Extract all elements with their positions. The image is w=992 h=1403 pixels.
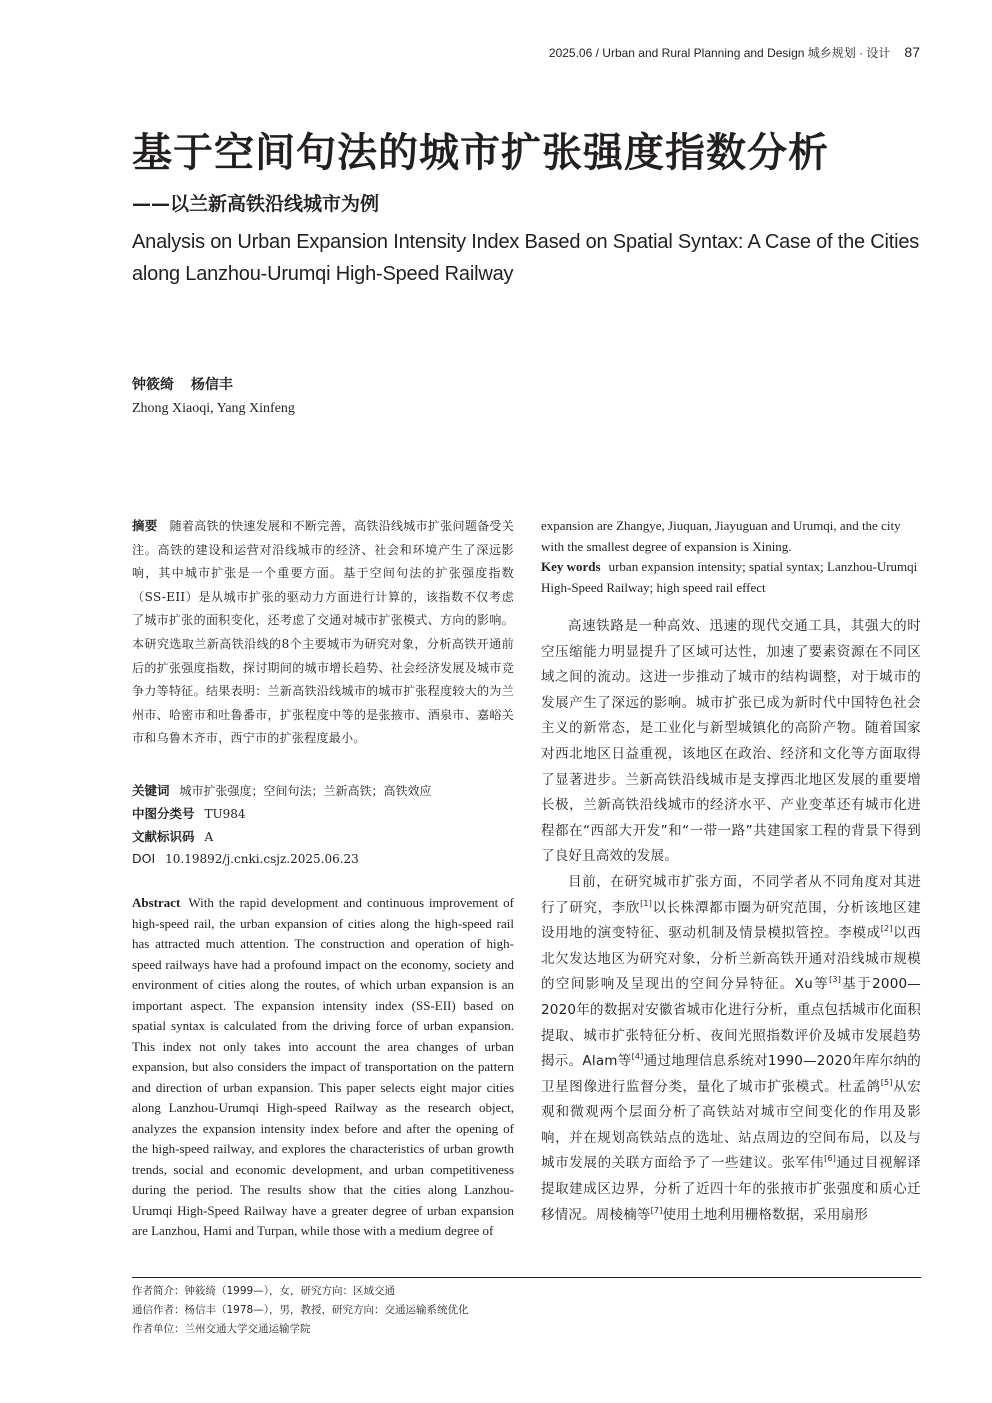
citation-5: [5] xyxy=(880,1077,893,1087)
footnote-author-intro: 作者简介：钟筱绮（1999—），女，研究方向：区域交通 xyxy=(132,1285,395,1297)
citation-7: [7] xyxy=(650,1205,663,1215)
abstract-cn-text: 随着高铁的快速发展和不断完善，高铁沿线城市扩张问题备受关注。高铁的建设和运营对沿线城市的经济、社会和环境产生了深远影响，其中城市扩张是一个重要方面。基于空间句法的扩张强度指数（SS-EII）是从城市扩张的驱动力方面进行计算的，该指数不仅考虑了城市扩张的面积变化，还考虑了交通对城市扩张模式、方向的影响。本研究选取兰新高铁沿线的8个主要城市为研究对象，分析高铁开通前后的扩张强度指数，探讨期间的城市增长趋势、社会经济发展及城市竞争力等特征。结果表明：兰新高铁沿线城市的城市扩张程度较大的为兰州市、哈密市和吐鲁番市，扩张程度中等的是张掖市、酒泉市、嘉峪关市和乌鲁木齐市，西宁市的扩张程度最小。 xyxy=(132,519,515,746)
page-number: 87 xyxy=(904,44,920,60)
title-english: Analysis on Urban Expansion Intensity Index Based on Spatial Syntax: A Case of the Cities along Lanzhou-Urumqi High-Speed Railway xyxy=(132,231,920,285)
body-paragraph-2: 目前，在研究城市扩张方面，不同学者从不同角度对其进行了研究，李欣[1]以长株潭都市圈为研究范围，分析该地区建设用地的演变特征、驱动机制及情景模拟管控。李模成[2]以西北欠发达地区为研究对象，分析兰新高铁开通对沿线城市规模的空间影响及呈现出的空间分异特征。Xu等[3]基于2000—2020年的数据对安徽省城市化进行分析，重点包括城市化面积提取、城市扩张特征分析、夜间光照指数评价及城市发展趋势揭示。Alam等[4]通过地理信息系统对1990—2020年库尔纳的卫星图像进行监督分类，量化了城市扩张模式。杜孟鸽[5]从宏观和微观两个层面分析了高铁站对城市空间变化的作用及影响，并在规划高铁站点的选址、站点周边的空间布局，以及与城市发展的关联方面给予了一些建议。张军伟[6]通过目视解译提取建成区边界，分析了近四十年的张掖市扩张强度和质心迁移情况。周棱楠等[7]使用土地利用栅格数据，采用扇形 xyxy=(541,873,922,1223)
abstract-cn-label: 摘要 xyxy=(132,518,158,533)
abstract-en-continuation: expansion are Zhangye, Jiuquan, Jiayuguan and Urumqi, and the city with the smallest degree of expansion is Xining. xyxy=(541,518,901,554)
abstract-chinese xyxy=(132,514,514,751)
citation-2: [2] xyxy=(880,924,893,934)
citation-3: [3] xyxy=(829,975,842,985)
keywords-en-text: urban expansion intensity; spatial syntax; Lanzhou-Urumqi High-Speed Railway; high speed rail effect xyxy=(541,559,918,595)
keywords-chinese xyxy=(132,780,432,802)
body-text xyxy=(541,614,921,1228)
footnotes xyxy=(132,1282,468,1339)
keywords-cn-label: 关键词 xyxy=(132,783,170,798)
doi-value: 10.19892/j.cnki.csjz.2025.06.23 xyxy=(165,852,359,866)
citation-4: [4] xyxy=(631,1052,644,1062)
footnote-divider xyxy=(132,1277,921,1278)
keywords-english xyxy=(541,557,921,598)
abstract-english-continued xyxy=(541,516,921,598)
citation-1: [1] xyxy=(640,898,653,908)
authors-chinese: 钟筱绮 杨信丰 xyxy=(132,377,233,393)
keywords-cn-text: 城市扩张强度；空间句法；兰新高铁；高铁效应 xyxy=(179,784,432,798)
running-header xyxy=(549,44,920,61)
doc-code-value: A xyxy=(204,830,214,844)
body-paragraph-1: 高速铁路是一种高效、迅速的现代交通工具，其强大的时空压缩能力明显提升了区域可达性，加速了要素资源在不同区域之间的流动。这进一步推动了城市的结构调整，对于城市的发展产生了深远的影响。城市扩张已成为新时代中国特色社会主义的新常态，是工业化与新型城镇化的高阶产物。随着国家对西北地区日益重视，该地区在政治、经济和文化等方面取得了显著进步。兰新高铁沿线城市是支撑西北地区发展的重要增长极，兰新高铁沿线城市的经济水平、产业变革还有城市化进程都在“西部大开发”和“一带一路”共建国家工程的背景下得到了良好且高效的发展。 xyxy=(541,618,921,865)
footnote-corresponding-author: 通信作者：杨信丰（1978—），男，教授，研究方向：交通运输系统优化 xyxy=(132,1304,469,1316)
abstract-english xyxy=(132,893,514,1242)
footnote-affiliation: 作者单位：兰州交通大学交通运输学院 xyxy=(132,1323,311,1335)
subtitle-chinese: ——以兰新高铁沿线城市为例 xyxy=(132,193,380,215)
authors-english: Zhong Xiaoqi, Yang Xinfeng xyxy=(132,401,295,416)
abstract-en-text: With the rapid development and continuous improvement of high-speed rail, the urban expansion of cities along the high-speed rail has attracted much attention. The construction and operation of high-speed railways have had a profound impact on the economy, society and environment of cities along the routes, of which urban expansion is an important aspect. The expansion intensity index (SS-EII) based on spatial syntax is calculated from the driving force of urban expansion. This index not only takes into account the area changes of urban expansion, but also considers the impact of transportation on the pattern and direction of urban expansion. This paper selects eight major cities along Lanzhou-Urumqi High-speed Railway as the research object, analyzes the expansion intensity index before and after the opening of the high-speed railway, and explores the characteristics of urban growth trends, social and economic development, and urban competitiveness during the period. The results show that the cities along Lanzhou-Urumqi High-Speed Railway have a greater degree of urban expansion are Lanzhou, Hami and Turpan, while those with a medium degree of xyxy=(132,895,514,1238)
title-chinese: 基于空间句法的城市扩张强度指数分析 xyxy=(132,130,829,176)
doi-label: DOI xyxy=(132,851,156,866)
document-code xyxy=(132,826,213,848)
abstract-en-label: Abstract xyxy=(132,895,181,910)
citation-6: [6] xyxy=(824,1154,837,1164)
clc-value: TU984 xyxy=(204,807,246,821)
clc-number xyxy=(132,803,246,825)
doi-line xyxy=(132,848,359,870)
journal-running-title: 2025.06 / Urban and Rural Planning and Design 城乡规划 · 设计 xyxy=(548,46,891,60)
keywords-en-label: Key words xyxy=(541,559,601,574)
clc-label: 中图分类号 xyxy=(132,806,195,821)
doc-code-label: 文献标识码 xyxy=(132,829,195,844)
